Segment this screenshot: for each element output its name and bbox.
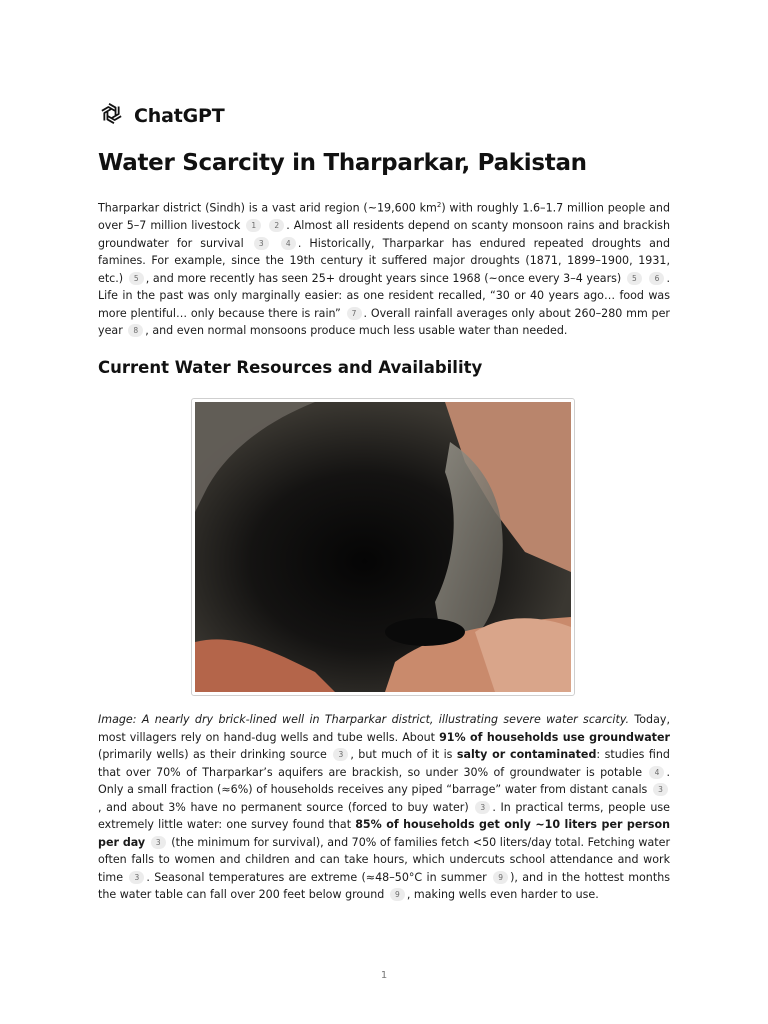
figure-caption: Image: A nearly dry brick-lined well in Tharparkar district, illustrating severe water scarcity. xyxy=(98,713,630,726)
brand-header xyxy=(98,100,224,131)
brand-name: ChatGPT xyxy=(134,104,225,127)
citation-badge[interactable]: 1 xyxy=(246,219,261,232)
citation-badge[interactable]: 6 xyxy=(649,272,664,285)
citation-badge[interactable]: 8 xyxy=(128,324,143,337)
citation-badge[interactable]: 4 xyxy=(281,237,296,250)
citation-badge[interactable]: 3 xyxy=(475,801,490,814)
body-paragraph: Image: A nearly dry brick-lined well in Tharparkar district, illustrating severe water scarcity. Today, most villagers rely on hand-dug wells and tube wells. About 91% of households use groundwater (primarily wells) as their drinking source 3 , but much of it is salty or contaminated: studies find that over 70% of Tharparkar’s aquifers are brackish, so under 30% of groundwater is potable 4 . Only a small fraction (≈6%) of households receives any piped “barrage” water from distant canals 3, and about 3% have no permanent source (forced to buy water) 3 . In practical terms, people use extremely little water: one survey found that 85% of households get only ~10 liters per person per day 3 (the minimum for survival), and 70% of families fetch <50 liters/day total. Fetching water often falls to women and children and can take hours, which undercuts school attendance and work time 3 . Seasonal temperatures are extreme (≈48–50°C in summer 9 ), and in the hottest months the water table can fall over 200 feet below ground 9 , making wells even harder to use. xyxy=(98,713,671,901)
citation-badge[interactable]: 9 xyxy=(390,888,405,901)
citation-badge[interactable]: 4 xyxy=(649,766,664,779)
page-number: 1 xyxy=(380,970,388,981)
citation-badge[interactable]: 5 xyxy=(627,272,642,285)
page-title: Water Scarcity in Tharparkar, Pakistan xyxy=(98,150,587,176)
openai-knot-icon xyxy=(98,100,125,131)
citation-badge[interactable]: 3 xyxy=(653,783,668,796)
citation-badge[interactable]: 3 xyxy=(333,748,348,761)
citation-badge[interactable]: 5 xyxy=(129,272,144,285)
citation-badge[interactable]: 3 xyxy=(129,871,144,884)
citation-badge[interactable]: 3 xyxy=(254,237,269,250)
section-heading: Current Water Resources and Availability xyxy=(98,358,483,377)
superscript: 2 xyxy=(436,201,442,209)
citation-badge[interactable]: 7 xyxy=(347,307,362,320)
citation-badge[interactable]: 9 xyxy=(493,871,508,884)
citation-badge[interactable]: 2 xyxy=(269,219,284,232)
intro-paragraph: Tharparkar district (Sindh) is a vast arid region (~19,600 $km^2$) with roughly 1.6–1.7 million people and over 5–7 million livestock 1 2 . Almost all residents depend on scanty monsoon rains and brackish groundwater for survival 3 4 . Historically, Tharparkar has endured repeated droughts and famines. For example, since the 19th century it suffered major droughts (1871, 1899–1900, 1931, etc.) 5 , and more recently has seen 25+ drought years since 1968 (~once every 3–4 years) 5 6 . Life in the past was only marginally easier: as one resident recalled, “30 or 40 years ago… food was more plentiful… only because there is rain” 7 . Overall rainfall averages only about 260–280 mm per year 8 , and even normal monsoons produce much less usable water than needed. xyxy=(98,201,671,338)
citation-badge[interactable]: 3 xyxy=(151,836,166,849)
well-photo xyxy=(191,398,575,696)
